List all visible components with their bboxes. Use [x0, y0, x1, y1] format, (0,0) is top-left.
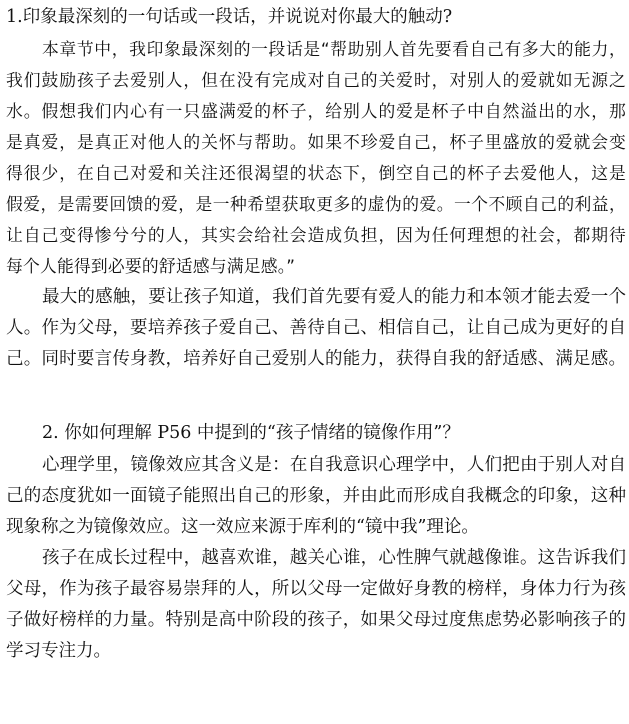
text-line: 水。假想我们内心有一只盛满爱的杯子，给别人的爱是杯子中自然溢出的水，那 [6, 101, 626, 121]
question-2-paragraph-1 [6, 450, 626, 543]
question-2-title: 2. 你如何理解 P56 中提到的“孩子情绪的镜像作用”？ [42, 423, 460, 443]
text-line: 最大的感触，要让孩子知道，我们首先要有爱人的能力和本领才能去爱一个 [42, 287, 626, 307]
text-line: 假爱，是需要回馈的爱，是一种希望获取更多的虚伪的爱。一个不顾自己的利益， [6, 194, 626, 214]
question-1-title: 1.印象最深刻的一句话或一段话，并说说对你最大的触动? [6, 7, 453, 27]
text-line: 每个人能得到必要的舒适感与满足感。” [6, 256, 296, 276]
text-line: 是真爱，是真正对他人的关怀与帮助。如果不珍爱自己，杯子里盛放的爱就会变 [6, 132, 626, 152]
text-line: 得很少，在自己对爱和关注还很渴望的状态下，倒空自己的杯子去爱他人，这是 [6, 163, 626, 183]
text-line: 子做好榜样的力量。特别是高中阶段的孩子，如果父母过度焦虑势必影响孩子的 [6, 610, 626, 630]
text-line: 心理学里，镜像效应其含义是：在自我意识心理学中，人们把由于别人对自 [42, 455, 626, 475]
document-page [6, 0, 626, 667]
question-1-paragraph-2 [6, 282, 626, 375]
text-line: 孩子在成长过程中，越喜欢谁，越关心谁，心性脾气就越像谁。这告诉我们 [42, 548, 626, 568]
question-1-paragraph-1 [6, 34, 626, 282]
text-line: 我们鼓励孩子去爱别人，但在没有完成对自己的关爱时，对别人的爱就如无源之 [6, 70, 626, 90]
text-line: 己的态度犹如一面镜子能照出自己的形象，并由此而形成自我概念的印象，这种 [6, 486, 626, 506]
text-line: 学习专注力。 [6, 641, 111, 661]
question-2-paragraph-2 [6, 543, 626, 667]
text-line: 本章节中，我印象最深刻的一段话是“帮助别人首先要看自己有多大的能力， [42, 39, 626, 59]
blank-line [6, 375, 626, 416]
text-line: 人。作为父母，要培养孩子爱自己、善待自己、相信自己，让自己成为更好的自 [6, 318, 626, 338]
text-line: 让自己变得惨兮兮的人，其实会给社会造成负担，因为任何理想的社会，都期待 [6, 225, 626, 245]
text-line: 现象称之为镜像效应。这一效应来源于库利的“镜中我”理论。 [6, 517, 479, 537]
text-line: 父母，作为孩子最容易崇拜的人，所以父母一定做好身教的榜样，身体力行为孩 [6, 579, 626, 599]
text-line: 己。同时要言传身教，培养好自己爱别人的能力，获得自我的舒适感、满足感。 [6, 349, 626, 369]
